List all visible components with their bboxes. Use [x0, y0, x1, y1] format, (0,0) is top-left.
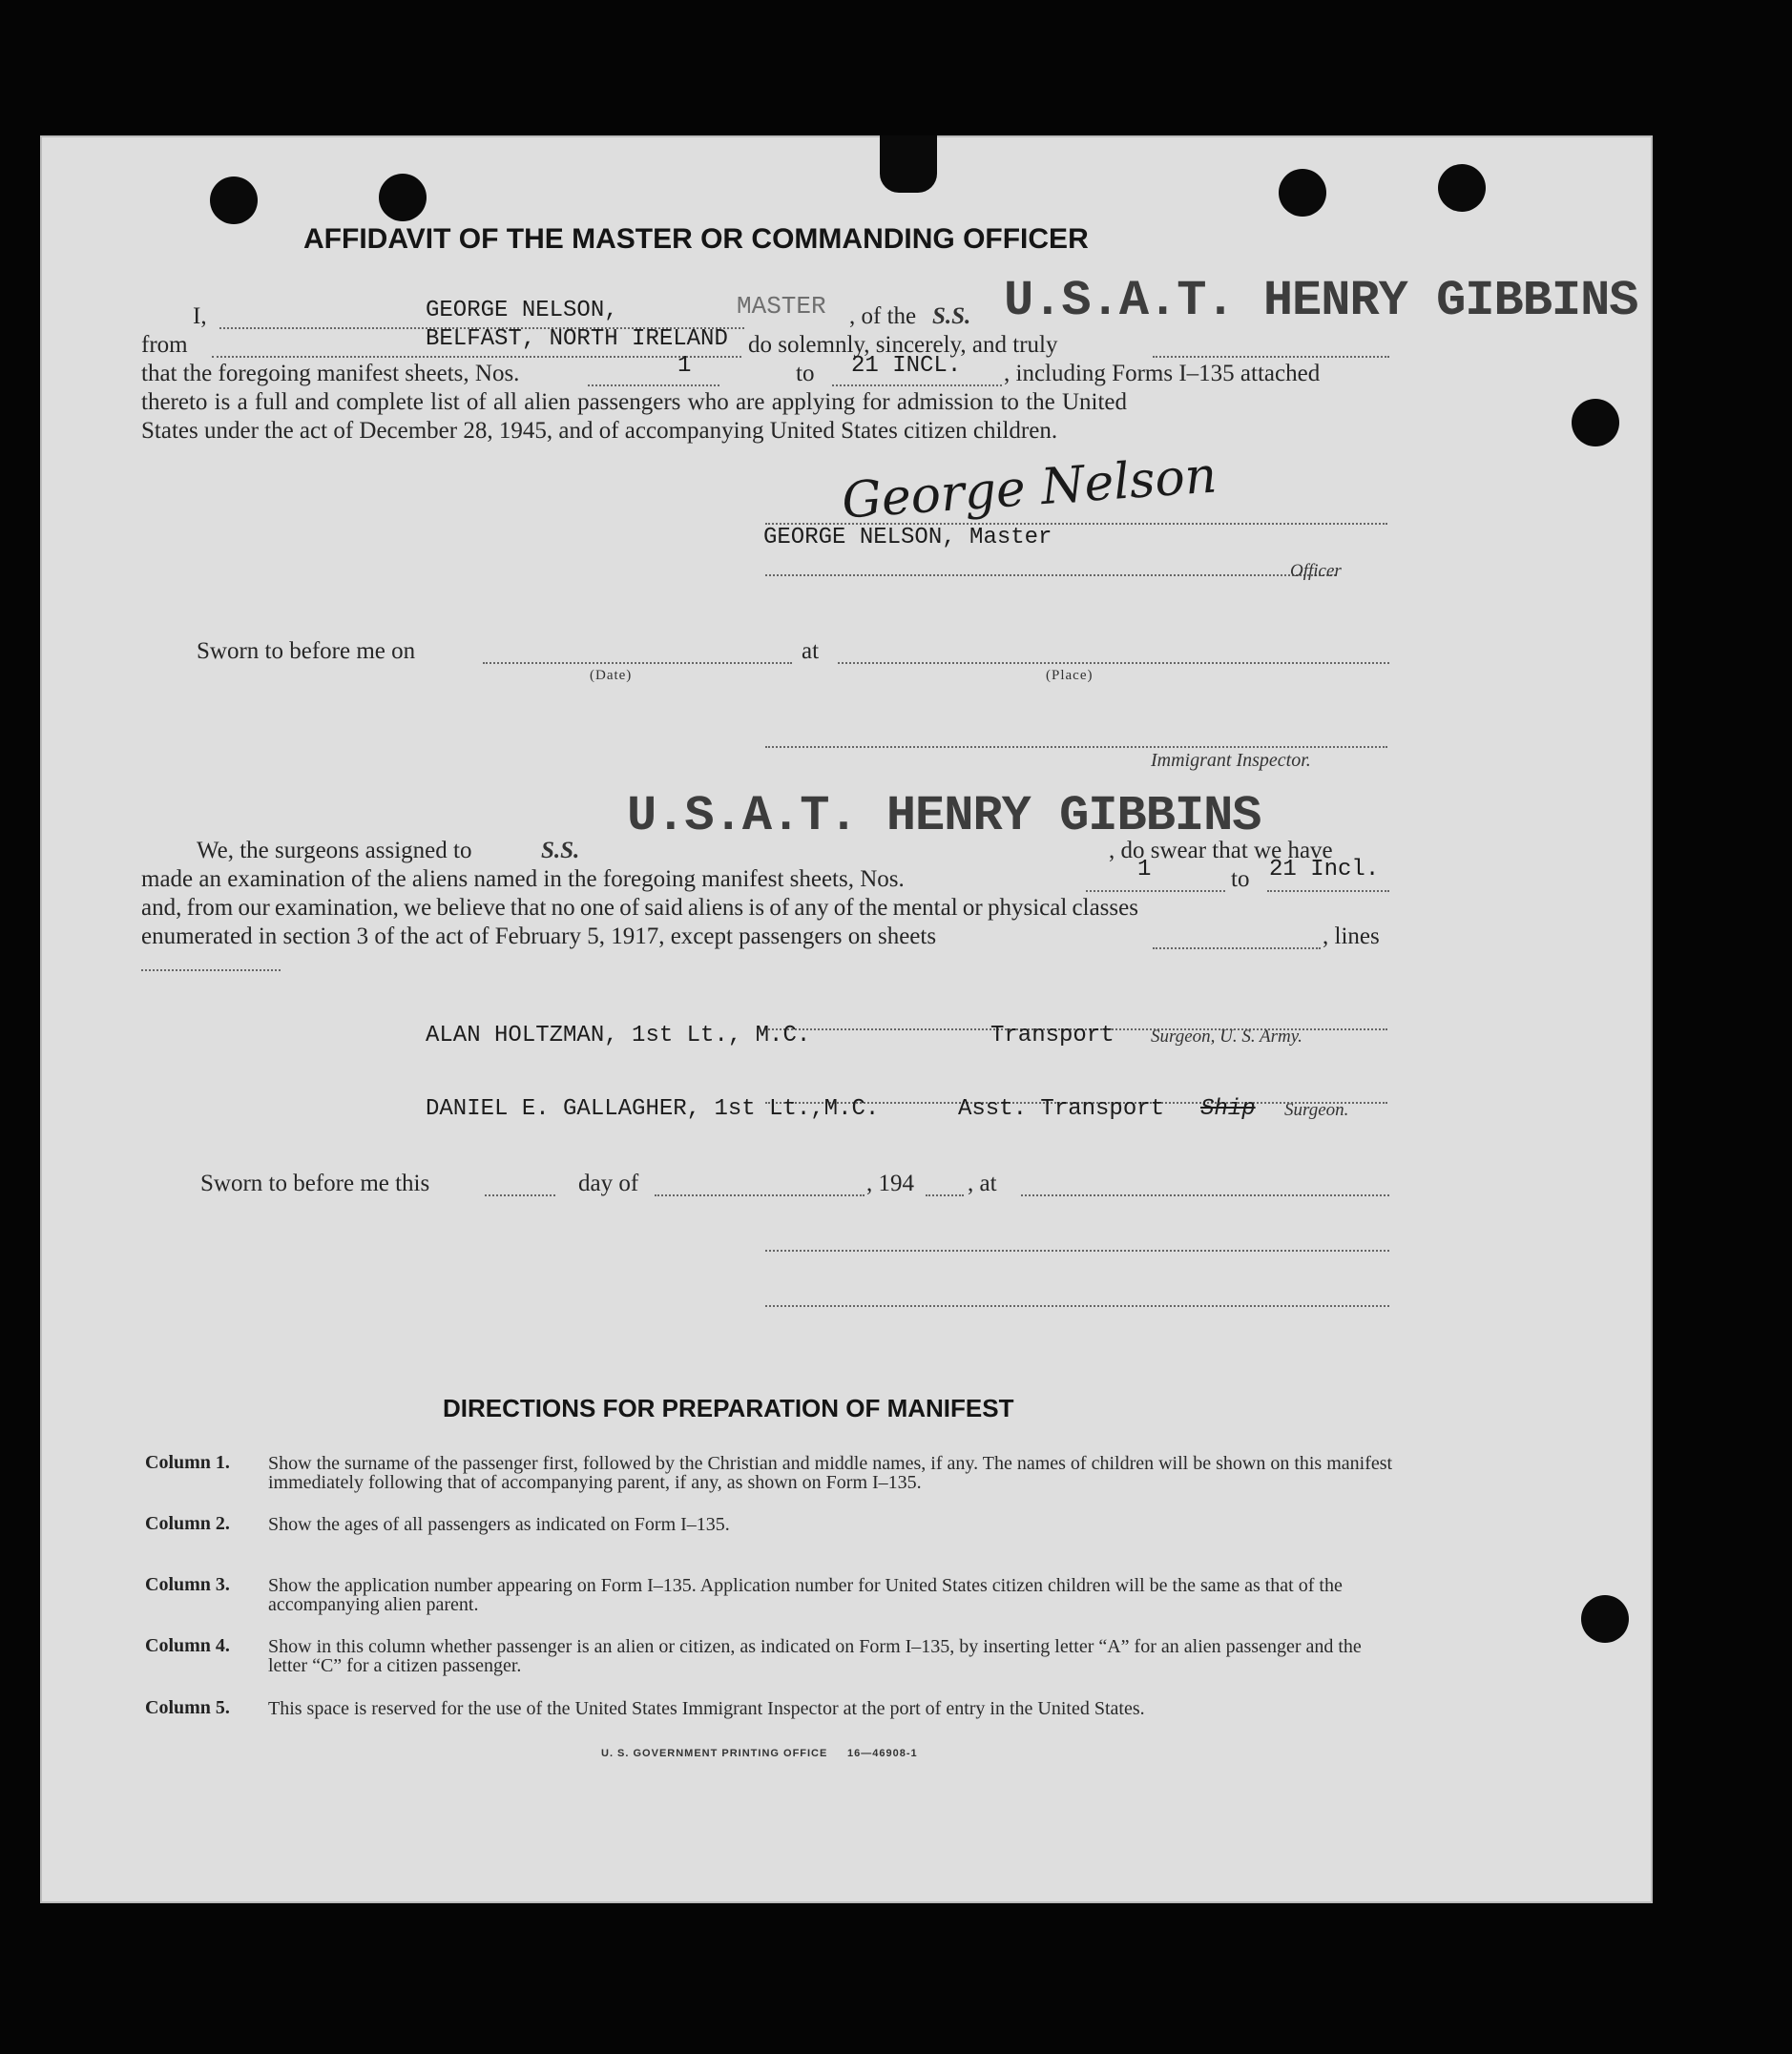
tear-mark: [880, 135, 937, 193]
surgeons-nos-to: 21 Incl.: [1269, 857, 1380, 882]
surgeons-line4: enumerated in section 3 of the act of February 5, 1917, except passengers on sheets: [141, 923, 937, 949]
printer-imprint: U. S. GOVERNMENT PRINTING OFFICE: [601, 1748, 828, 1759]
from-place: BELFAST, NORTH IRELAND: [426, 326, 728, 352]
surgeons-nos-from-line: [1086, 890, 1225, 892]
sworn2-sign-line-2: [765, 1305, 1389, 1307]
sworn-this-text: Sworn to before me this: [200, 1171, 430, 1196]
direction-text: Show the ages of all passengers as indicated on Form I–135.: [268, 1514, 730, 1535]
lines-blank: [141, 969, 281, 971]
sworn2-place-line: [1021, 1194, 1389, 1196]
punch-hole: [210, 176, 258, 224]
page-title: AFFIDAVIT OF THE MASTER OR COMMANDING OFFICER: [303, 223, 1089, 255]
officer-line: [765, 574, 1336, 576]
directions-heading: DIRECTIONS FOR PREPARATION OF MANIFEST: [443, 1394, 1014, 1422]
sworn-date-line: [483, 662, 792, 664]
direction-label: Column 4.: [145, 1635, 230, 1656]
manifest-text: that the foregoing manifest sheets, Nos.: [141, 361, 520, 386]
punch-hole: [1581, 1595, 1629, 1643]
sheets-line: [1153, 947, 1321, 949]
master-name: GEORGE NELSON,: [426, 298, 618, 323]
affidavit-line5: States under the act of December 28, 1945, and of accompanying United States citizen children.: [141, 418, 1058, 444]
direction-label: Column 1.: [145, 1452, 230, 1473]
officer-caption: Officer: [1290, 561, 1342, 581]
place-caption: (Place): [1046, 668, 1094, 683]
punch-hole: [1438, 164, 1486, 212]
sworn-place-line: [838, 662, 1389, 664]
surgeon2-name: DANIEL E. GALLAGHER, 1st Lt.,M.C.: [426, 1096, 880, 1122]
from-text: from: [141, 332, 188, 358]
year-line: [926, 1194, 964, 1196]
vessel-stamp: U.S.A.T. HENRY GIBBINS: [1004, 273, 1638, 329]
forms-text: , including Forms I–135 attached: [1004, 361, 1321, 386]
punch-hole: [1279, 169, 1326, 217]
form-code: 16—46908-1: [847, 1748, 918, 1759]
direction-text: This space is reserved for the use of the United States Immigrant Inspector at the port of entry in the United States.: [268, 1698, 1145, 1719]
inspector-line: [765, 746, 1387, 748]
nos-to: 21 INCL.: [851, 353, 962, 379]
affidavit-sheet: [40, 135, 1653, 1903]
direction-text: Show the surname of the passenger first, followed by the Christian and middle names, if any. The names of children will be shown on this manifest immediately following that of accompanying parent, if any, as shown on Form I–135.: [268, 1453, 1393, 1493]
date-caption: (Date): [590, 668, 633, 683]
master-rank-stamp: MASTER: [737, 292, 826, 321]
surgeon2-caption: Surgeon.: [1284, 1100, 1349, 1120]
month-line: [655, 1194, 865, 1196]
surgeon2-strike: Ship: [1200, 1096, 1256, 1122]
direction-label: Column 2.: [145, 1513, 230, 1534]
lines-text: , lines: [1323, 923, 1380, 949]
sworn2-sign-line-1: [765, 1250, 1389, 1252]
surgeons-line1-end: , do swear that we have: [1109, 838, 1333, 863]
nos-from: 1: [677, 353, 692, 379]
surgeons-line3: and, from our examination, we believe that no one of said aliens is of any of the mental or physical classes: [141, 895, 1138, 921]
surgeons-line1: We, the surgeons assigned to: [197, 838, 472, 863]
signature: George Nelson: [840, 446, 1219, 530]
signer-name: GEORGE NELSON, Master: [763, 525, 1052, 550]
surgeons-nos-from: 1: [1137, 857, 1152, 882]
surgeons-nos-to-line: [1267, 890, 1389, 892]
direction-label: Column 5.: [145, 1697, 230, 1718]
sworn-on-text: Sworn to before me on: [197, 638, 416, 664]
direction-text: Show the application number appearing on Form I–135. Application number for United States citizen children will be the same as that of the accompanying alien parent.: [268, 1575, 1343, 1615]
from-line: [212, 356, 741, 358]
year-text: , 194: [866, 1171, 914, 1196]
surgeon2-title: Asst. Transport: [958, 1096, 1165, 1122]
affidavit-line4: thereto is a full and complete list of all alien passengers who are applying for admission to the United: [141, 389, 1128, 415]
day-line: [485, 1194, 555, 1196]
day-of-text: day of: [578, 1171, 639, 1196]
vessel-stamp-2: U.S.A.T. HENRY GIBBINS: [627, 788, 1261, 844]
affidavit-i: I,: [193, 303, 207, 329]
punch-hole: [379, 174, 427, 221]
ss-handwritten: S.S.: [932, 303, 971, 329]
solemn-text: do solemnly, sincerely, and truly: [748, 332, 1058, 358]
inspector-caption: Immigrant Inspector.: [1151, 750, 1311, 771]
ss-handwritten-2: S.S.: [541, 838, 580, 863]
blank-line: [1153, 356, 1389, 358]
punch-hole: [1572, 399, 1619, 446]
sworn2-at-text: , at: [968, 1171, 997, 1196]
to-text: to: [796, 361, 815, 386]
surgeons-to-text: to: [1231, 866, 1250, 892]
surgeon1-title: Transport: [990, 1023, 1115, 1048]
surgeon1-name: ALAN HOLTZMAN, 1st Lt., M.C.: [426, 1023, 811, 1048]
of-the-text: , of the: [849, 303, 917, 329]
nos-to-line: [832, 384, 1002, 386]
surgeons-line2: made an examination of the aliens named in the foregoing manifest sheets, Nos.: [141, 866, 905, 892]
sworn-at-text: at: [802, 638, 820, 664]
surgeon1-caption: Surgeon, U. S. Army.: [1151, 1027, 1302, 1047]
direction-text: Show in this column whether passenger is an alien or citizen, as indicated on Form I–135, by inserting letter “A” for an alien passenger and the letter “C” for a citizen passenger.: [268, 1636, 1362, 1676]
direction-label: Column 3.: [145, 1574, 230, 1595]
nos-from-line: [588, 384, 719, 386]
